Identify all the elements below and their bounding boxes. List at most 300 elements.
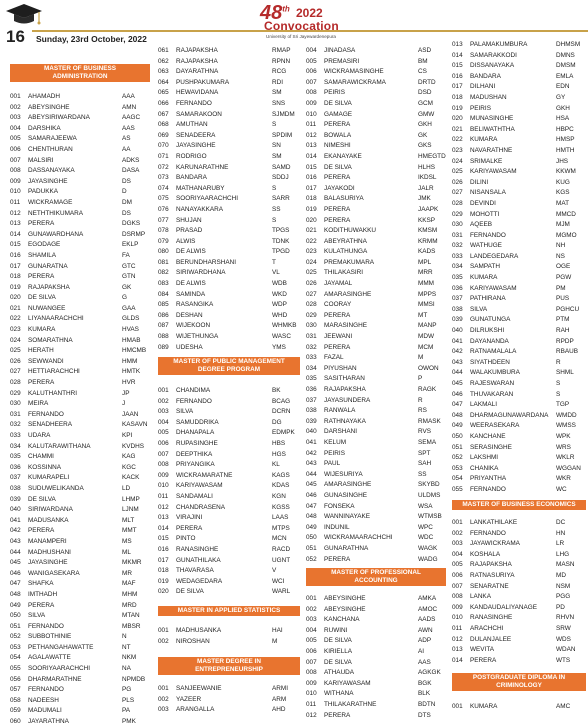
graduate-initials: HVAS (122, 326, 139, 334)
list-item (158, 460, 302, 471)
graduate-initials: MKMR (122, 559, 142, 567)
list-item (306, 470, 448, 481)
list-item (158, 534, 302, 545)
entry-number: 049 (10, 601, 21, 609)
graduate-initials: DS (122, 209, 131, 217)
list-item (158, 343, 302, 354)
list-item (10, 611, 152, 622)
graduate-surname: PERERA (324, 343, 351, 351)
graduate-initials: WADG (418, 555, 438, 563)
graduate-initials: PD (556, 603, 565, 611)
graduate-initials: MRR (418, 269, 433, 277)
list-item (306, 78, 448, 89)
list-item (452, 539, 588, 550)
graduate-surname: JAYAWICKRAMA (470, 540, 520, 548)
graduate-initials: MAT (556, 199, 570, 207)
entry-number: 001 (306, 595, 317, 602)
graduate-initials: MMCD (556, 210, 576, 218)
entry-number: 027 (306, 290, 317, 298)
graduate-initials: DM (122, 198, 132, 206)
graduate-surname: AMARASINGHE (324, 481, 372, 489)
graduate-surname: AGALAWATTE (28, 654, 71, 662)
list-item (452, 464, 588, 475)
graduate-surname: PUSHPAKUMARA (176, 78, 230, 86)
list-item (306, 110, 448, 121)
graduate-surname: PINTO (176, 535, 196, 543)
list-item (452, 443, 588, 454)
entry-number: 039 (306, 417, 317, 425)
list-item (158, 46, 302, 57)
graduate-surname: RUPASINGHE (176, 439, 218, 447)
list-item (452, 474, 588, 485)
entry-number: 013 (452, 41, 463, 48)
entry-number: 053 (10, 643, 21, 651)
graduate-surname: SOMARATHNA (28, 336, 73, 344)
graduate-surname: DE SILVA (324, 658, 352, 666)
graduate-initials: KL (272, 461, 280, 469)
graduate-initials: OWON (418, 364, 439, 372)
graduate-surname: SILVA (176, 408, 194, 416)
list-item (10, 399, 152, 410)
list-item (452, 135, 588, 146)
list-item (306, 88, 448, 99)
graduate-surname: PADUKKA (28, 188, 59, 196)
graduate-surname: DE SILVA (324, 163, 352, 171)
graduate-surname: FONSEKA (324, 502, 355, 510)
graduate-surname: BANDARA (176, 174, 207, 182)
graduate-initials: MTAN (122, 612, 140, 620)
list-professional-accounting-continued (452, 40, 588, 496)
graduate-surname: RANASINGHE (470, 614, 513, 622)
graduate-surname: FERNANDO (28, 410, 64, 418)
graduate-initials: NPMDB (122, 675, 146, 683)
graduate-initials: KVDHS (122, 442, 145, 450)
graduate-surname: THILAKARATHNE (324, 700, 377, 708)
list-item (158, 216, 302, 227)
graduate-surname: NISANSALA (470, 189, 506, 197)
graduate-initials: S (556, 390, 561, 398)
graduate-initials: PG (122, 686, 132, 694)
entry-number: 034 (452, 263, 463, 271)
entry-number: 047 (452, 401, 463, 409)
entry-number: 007 (306, 78, 317, 86)
graduate-initials: GK (418, 131, 428, 139)
graduate-initials: GCM (418, 99, 433, 107)
graduate-initials: AMC (556, 703, 571, 710)
entry-number: 010 (10, 188, 21, 196)
graduate-initials: WDB (272, 280, 287, 288)
graduate-surname: KUMARA (470, 703, 498, 710)
graduate-surname: SAMARAKKODI (470, 51, 517, 59)
list-item (452, 252, 588, 263)
graduate-surname: CHAMMI (28, 453, 54, 461)
list-item (10, 579, 152, 590)
entry-number: 018 (306, 195, 317, 203)
graduate-surname: JAYASUNDERA (324, 396, 371, 404)
entry-number: 023 (306, 248, 317, 256)
graduate-surname: DE SILVA (176, 588, 204, 596)
graduate-surname: JEEWANI (324, 333, 353, 341)
graduate-initials: HMM (122, 357, 138, 365)
graduate-initials: WKR (556, 475, 571, 483)
list-item (10, 346, 152, 357)
graduate-initials: AAS (418, 658, 431, 666)
graduate-initials: NKM (122, 654, 137, 662)
entry-number: 032 (452, 242, 463, 250)
graduate-initials: SM (272, 152, 282, 160)
entry-number: 051 (10, 622, 21, 630)
graduate-surname: RAJAPAKSHA (28, 283, 70, 291)
list-item (158, 545, 302, 556)
graduate-initials: S (272, 216, 277, 224)
graduate-initials: RAGK (418, 386, 437, 393)
list-item (10, 696, 152, 707)
graduate-initials: GTN (122, 273, 136, 281)
issue-date: Sunday, 23rd October, 2022 (36, 34, 147, 44)
graduate-initials: DMNS (556, 51, 575, 59)
graduate-initials: ULDMS (418, 491, 441, 499)
graduate-surname: PRASAD (176, 227, 203, 235)
entry-number: 035 (452, 274, 463, 282)
list-item (158, 705, 302, 716)
graduate-surname: PEIRIS (324, 89, 345, 97)
graduate-initials: KRMM (418, 237, 438, 245)
graduate-initials: DTS (418, 711, 431, 719)
list-item (452, 93, 588, 104)
graduate-initials: MPL (418, 258, 432, 266)
graduate-surname: PERERA (28, 220, 55, 228)
entry-number: 017 (158, 556, 169, 564)
entry-number: 030 (452, 221, 463, 229)
list-item (10, 706, 152, 717)
entry-number: 047 (306, 502, 317, 510)
list-item (452, 305, 588, 316)
graduate-initials: KPI (122, 432, 133, 439)
entry-number: 061 (158, 47, 169, 54)
entry-number: 046 (306, 491, 317, 499)
section-header-mba: MASTER OF BUSINESS ADMINISTRATION (10, 64, 150, 82)
list-item (306, 385, 448, 396)
graduate-surname: SAMPATH (470, 263, 500, 271)
graduate-surname: MARASINGHE (324, 322, 367, 330)
list-item (306, 626, 448, 637)
entry-number: 048 (10, 590, 21, 598)
list-item (10, 209, 152, 220)
graduate-surname: EGODAGE (28, 241, 61, 249)
list-item (10, 685, 152, 696)
graduate-initials: WTS (556, 656, 571, 664)
list-item (158, 99, 302, 110)
entry-number: 005 (10, 135, 21, 143)
graduate-initials: MS (122, 537, 132, 545)
entry-number: 024 (306, 258, 317, 266)
graduate-surname: THILAKASIRI (324, 269, 364, 277)
graduate-surname: AQEEB (470, 221, 493, 229)
graduate-surname: LANKATHILAKE (470, 519, 518, 526)
list-item (306, 343, 448, 354)
graduate-surname: GAMAGE (324, 110, 353, 118)
list-item (452, 104, 588, 115)
graduate-initials: HBS (272, 439, 286, 447)
graduate-surname: UDESHA (176, 343, 203, 351)
entry-number: 006 (306, 68, 317, 76)
entry-number: 003 (306, 616, 317, 624)
graduate-initials: YMS (272, 343, 286, 351)
entry-number: 004 (452, 550, 463, 558)
entry-number: 028 (452, 199, 463, 207)
graduate-initials: SPT (418, 449, 431, 457)
graduate-initials: DG (272, 418, 282, 426)
entry-number: 050 (10, 612, 21, 620)
graduate-surname: DISSANAYAKA (470, 62, 515, 70)
list-item (158, 184, 302, 195)
list-item (10, 590, 152, 601)
graduate-surname: ABEYSINGHE (324, 595, 366, 602)
section-header-professional-accounting: MASTER OF PROFESSIONAL ACCOUNTING (306, 568, 446, 586)
entry-number: 018 (452, 93, 463, 101)
entry-number: 041 (10, 516, 21, 524)
list-item (306, 57, 448, 68)
graduate-surname: ABEYRATHNA (324, 237, 367, 245)
graduate-surname: ARANGALLA (176, 706, 215, 714)
graduate-surname: PERERA (324, 174, 351, 182)
graduate-initials: GKH (418, 121, 432, 129)
graduate-initials: WDS (556, 635, 571, 643)
entry-number: 014 (452, 656, 463, 664)
list-criminology (452, 702, 588, 713)
graduate-surname: SIYATHDEEN (470, 358, 510, 366)
graduate-initials: KGSS (272, 503, 290, 511)
entry-number: 055 (10, 665, 21, 673)
section-header-public-management: MASTER OF PUBLIC MANAGEMENT DEGREE PROGRAM (158, 357, 300, 375)
graduate-initials: HMTK (122, 368, 141, 376)
entry-number: 042 (10, 527, 21, 535)
entry-number: 054 (10, 654, 21, 662)
graduate-surname: DESHAN (176, 311, 203, 319)
list-item (452, 421, 588, 432)
entry-number: 016 (306, 174, 317, 182)
graduate-initials: DASA (122, 167, 140, 175)
graduate-initials: KADS (418, 248, 436, 256)
list-item (306, 679, 448, 690)
graduate-surname: BELIWATHTHA (470, 125, 515, 133)
entry-number: 002 (306, 605, 317, 613)
list-item (452, 241, 588, 252)
graduate-surname: DARSHIKA (28, 124, 61, 132)
graduate-initials: S (272, 121, 277, 129)
graduate-initials: MT (418, 311, 428, 319)
list-item (306, 184, 448, 195)
list-item (452, 529, 588, 540)
list-item (306, 491, 448, 502)
entry-number: 010 (158, 482, 169, 490)
graduate-initials: TPGD (272, 248, 290, 256)
graduate-surname: PEIRIS (470, 104, 491, 112)
graduate-initials: GMW (418, 110, 435, 118)
entry-number: 002 (158, 695, 169, 703)
entry-number: 056 (10, 675, 21, 683)
entry-number: 046 (452, 390, 463, 398)
graduate-surname: ABEYSINGHE (28, 103, 70, 111)
list-item (452, 231, 588, 242)
graduate-initials: SS (418, 470, 427, 478)
entry-number: 059 (10, 707, 21, 715)
graduate-initials: RS (418, 407, 427, 415)
entry-number: 026 (10, 357, 21, 365)
list-item (10, 113, 152, 124)
graduate-initials: MCM (418, 343, 434, 351)
graduate-initials: WARL (272, 588, 291, 596)
list-item (306, 449, 448, 460)
graduate-initials: KDAS (272, 482, 290, 490)
entry-number: 006 (158, 439, 169, 447)
list-item (452, 656, 588, 667)
graduate-initials: GAA (122, 304, 136, 312)
entry-number: 003 (10, 114, 21, 122)
graduate-initials: WCI (272, 577, 285, 585)
graduate-initials: RPNN (272, 57, 291, 65)
entry-number: 031 (10, 410, 21, 418)
graduate-surname: FERNANDO (470, 529, 506, 537)
graduate-initials: SARR (272, 195, 290, 203)
list-item (10, 717, 152, 727)
entry-number: 019 (452, 104, 463, 112)
graduate-surname: KELUM (324, 438, 347, 446)
entry-number: 038 (306, 407, 317, 415)
entry-number: 012 (306, 711, 317, 719)
entry-number: 014 (158, 524, 169, 532)
graduate-surname: RAJAPAKSHA (176, 57, 218, 65)
list-public-management (158, 386, 302, 598)
graduate-surname: WICKRAMASINGHE (324, 68, 384, 76)
entry-number: 028 (10, 379, 21, 387)
list-item (10, 230, 152, 241)
graduate-initials: AMKA (418, 595, 437, 602)
list-item (306, 459, 448, 470)
entry-number: 034 (10, 442, 21, 450)
list-item (10, 643, 152, 654)
list-item (306, 300, 448, 311)
graduate-surname: KUMARA (28, 326, 56, 334)
graduate-initials: BCAG (272, 397, 291, 405)
list-item (158, 418, 302, 429)
entry-number: 014 (10, 230, 21, 238)
graduate-initials: KAG (122, 453, 136, 461)
graduate-initials: JALR (418, 184, 434, 192)
graduate-initials: NS (556, 252, 565, 260)
list-item (306, 173, 448, 184)
entry-number: 001 (10, 93, 21, 100)
entry-number: 007 (452, 582, 463, 590)
graduate-initials: RACD (272, 545, 291, 553)
graduate-surname: PEIRIS (324, 449, 345, 457)
graduate-initials: MLT (122, 516, 135, 524)
graduate-initials: HGS (272, 450, 286, 458)
list-item (452, 284, 588, 295)
graduate-initials: BGK (418, 679, 432, 687)
graduate-surname: WIJEKOON (176, 322, 211, 330)
graduate-initials: DGKS (122, 220, 141, 228)
graduate-surname: MEIRA (28, 400, 49, 408)
entry-number: 011 (306, 700, 317, 708)
list-item (452, 199, 588, 210)
list-item (452, 645, 588, 656)
graduate-surname: NIMESHI (324, 142, 351, 150)
list-item (10, 314, 152, 325)
graduate-initials: MPPS (418, 290, 437, 298)
entry-number: 026 (452, 178, 463, 186)
graduate-surname: SILVA (28, 612, 46, 620)
graduate-surname: MADUMALI (28, 707, 62, 715)
graduate-initials: AHD (272, 706, 286, 714)
list-item (158, 397, 302, 408)
entry-number: 039 (10, 495, 21, 503)
graduate-initials: HLHS (418, 163, 436, 171)
graduate-initials: SEMA (418, 438, 437, 446)
graduate-surname: PERERA (470, 656, 497, 664)
list-item (452, 582, 588, 593)
list-item (306, 226, 448, 237)
list-item (452, 635, 588, 646)
entry-number: 016 (452, 72, 463, 80)
entry-number: 080 (158, 248, 169, 256)
graduate-surname: MATHANARUBY (176, 184, 225, 192)
entry-number: 011 (158, 492, 169, 500)
graduate-surname: DARSHANI (324, 428, 358, 436)
graduate-surname: KARIYAWASAM (470, 168, 517, 176)
list-item (452, 485, 588, 496)
entry-number: 068 (158, 121, 169, 129)
list-item (158, 637, 302, 648)
entry-number: 055 (452, 485, 463, 493)
graduate-initials: JHS (556, 157, 569, 165)
list-item (306, 247, 448, 258)
graduate-surname: KARUNARATHNE (176, 163, 229, 171)
graduate-surname: WITHANA (324, 690, 354, 698)
graduate-surname: DE SILVA (28, 294, 56, 302)
graduate-initials: RHVN (556, 614, 575, 622)
entry-number: 088 (158, 333, 169, 341)
graduate-surname: NIROSHAN (176, 637, 210, 645)
graduate-initials: MJM (556, 221, 570, 229)
graduate-initials: KUG (556, 178, 570, 186)
entry-number: 027 (10, 368, 21, 376)
graduate-surname: SUBBOTHINIE (28, 633, 72, 641)
entry-number: 006 (452, 571, 463, 579)
list-item (158, 120, 302, 131)
list-item (306, 141, 448, 152)
graduate-initials: AAGC (122, 114, 141, 122)
graduate-surname: DE SILVA (324, 99, 352, 107)
graduate-surname: PERERA (324, 711, 351, 719)
entry-number: 036 (10, 463, 21, 471)
graduate-surname: AHAMADH (28, 93, 60, 100)
list-item (10, 325, 152, 336)
graduate-surname: PERERA (28, 527, 55, 535)
graduate-initials: SM (272, 89, 282, 97)
entry-number: 045 (452, 380, 463, 387)
entry-number: 009 (306, 99, 317, 107)
list-item (306, 194, 448, 205)
graduate-surname: CHANIKA (470, 464, 499, 472)
graduate-initials: DMSM (556, 62, 576, 70)
list-item (306, 46, 448, 57)
graduate-initials: WDP (272, 301, 287, 309)
entry-number: 082 (158, 269, 169, 277)
list-item (306, 502, 448, 513)
entry-number: 050 (452, 432, 463, 440)
list-item (10, 92, 152, 103)
